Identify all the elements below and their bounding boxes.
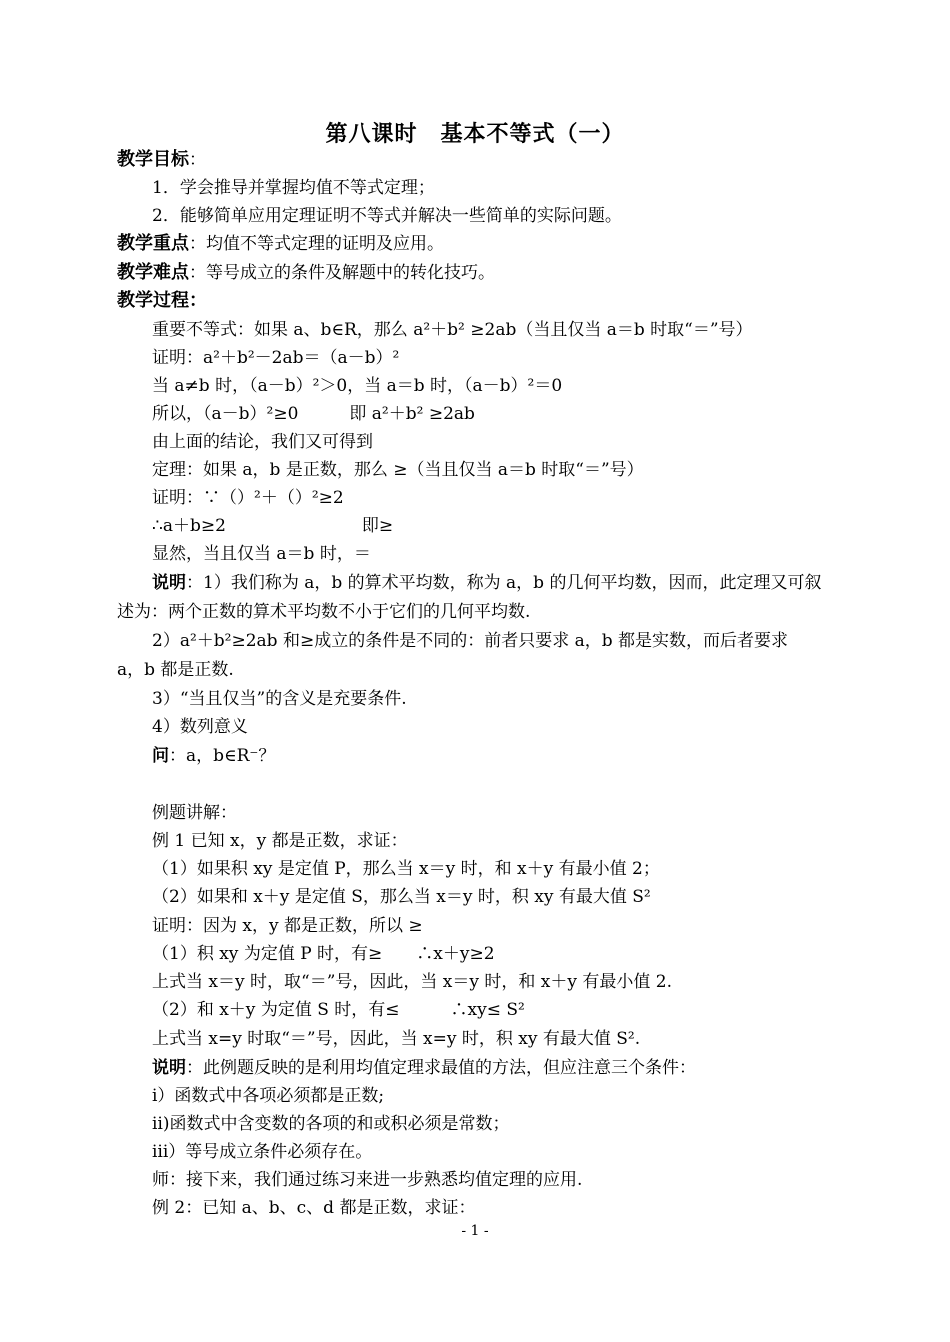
process-label: 教学过程： xyxy=(117,290,207,311)
condition-item: ⅱ)函数式中含变数的各项的和或积必须是常数； xyxy=(152,1114,510,1134)
note-1-text: ：1）我们称为 a，b 的算术平均数，称为 a，b 的几何平均数，因而，此定理又可叙 xyxy=(186,573,822,593)
difficulty-text: ：等号成立的条件及解题中的转化技巧。 xyxy=(189,263,495,283)
note-2-cont: a，b 都是正数. xyxy=(117,660,234,680)
key-point xyxy=(117,232,444,256)
question xyxy=(152,744,275,768)
body-line: 显然，当且仅当 a＝b 时，＝ xyxy=(152,544,371,564)
example-line: 例题讲解： xyxy=(152,803,237,823)
process-heading xyxy=(117,289,207,313)
page-number: - 1 - xyxy=(461,1223,489,1239)
body-line: 定理：如果 a，b 是正数，那么 ≥（当且仅当 a＝b 时取“＝”号） xyxy=(152,460,644,480)
example-line: 证明：因为 x，y 都是正数，所以 ≥ xyxy=(152,916,423,936)
note-5 xyxy=(152,1056,696,1080)
question-label: 问 xyxy=(152,746,169,766)
body-line: 证明：a²＋b²－2ab＝（a－b）² xyxy=(152,348,400,368)
note-1 xyxy=(152,571,821,595)
body-line: 由上面的结论，我们又可得到 xyxy=(152,432,373,452)
condition-item: ⅲ）等号成立条件必须存在。 xyxy=(152,1142,373,1162)
objective-item-1: 1．学会推导并掌握均值不等式定理； xyxy=(152,178,435,198)
difficulty-label: 教学难点 xyxy=(117,262,189,283)
teacher-line: 师：接下来，我们通过练习来进一步熟悉均值定理的应用. xyxy=(152,1170,583,1190)
note-3: 3）“当且仅当”的含义是充要条件. xyxy=(152,689,407,709)
example-line: 例 1 已知 x，y 都是正数，求证： xyxy=(152,831,408,851)
difficulty xyxy=(117,261,495,285)
body-line: 所以，（a－b）²≥0 即 a²＋b² ≥2ab xyxy=(152,404,475,424)
key-point-text: ：均值不等式定理的证明及应用。 xyxy=(189,234,444,254)
note-2: 2）a²＋b²≥2ab 和≥成立的条件是不同的：前者只要求 a，b 都是实数，而后者要求 xyxy=(152,631,789,651)
key-point-label: 教学重点 xyxy=(117,233,189,254)
note-1-cont: 述为：两个正数的算术平均数不小于它们的几何平均数. xyxy=(117,602,531,622)
condition-item: ⅰ）函数式中各项必须都是正数; xyxy=(152,1086,385,1106)
example-2: 例 2：已知 a、b、c、d 都是正数，求证： xyxy=(152,1198,476,1218)
page-title: 第八课时 基本不等式（一） xyxy=(325,122,625,147)
example-line: （1）如果积 xy 是定值 P，那么当 x＝y 时，和 x＋y 有最小值 2； xyxy=(152,859,660,879)
body-line: ∴a＋b≥2 即≥ xyxy=(152,516,394,536)
example-line: 上式当 x=y 时取“＝”号，因此，当 x=y 时，积 xy 有最大值 S². xyxy=(152,1029,641,1049)
note-5-text: ：此例题反映的是利用均值定理求最值的方法，但应注意三个条件： xyxy=(186,1058,696,1078)
note-1-label: 说明 xyxy=(152,573,186,593)
objectives-label: 教学目标 xyxy=(117,149,189,170)
objective-item-2: 2．能够简单应用定理证明不等式并解决一些简单的实际问题。 xyxy=(152,206,622,226)
note-4: 4）数列意义 xyxy=(152,717,248,737)
example-line: （2）和 x＋y 为定值 S 时，有≤ ∴xy≤ S² xyxy=(152,1000,525,1020)
objectives-heading: 教学目标： xyxy=(117,149,206,170)
body-line: 证明：∵（）²＋（）²≥2 xyxy=(152,488,344,508)
example-line: （2）如果和 x＋y 是定值 S，那么当 x＝y 时，积 xy 有最大值 S² xyxy=(152,887,651,907)
note-5-label: 说明 xyxy=(152,1058,186,1078)
example-line: 上式当 x＝y 时，取“＝”号，因此，当 x＝y 时，和 x＋y 有最小值 2. xyxy=(152,972,673,992)
body-line: 当 a≠b 时，（a－b）²＞0，当 a＝b 时，（a－b）²＝0 xyxy=(152,376,563,396)
example-line: （1）积 xy 为定值 P 时，有≥ ∴x＋y≥2 xyxy=(152,944,495,964)
body-line: 重要不等式：如果 a、b∈R，那么 a²＋b² ≥2ab（当且仅当 a＝b 时取“＝”号） xyxy=(152,320,753,340)
question-text: ：a，b∈R⁻？ xyxy=(169,746,276,766)
